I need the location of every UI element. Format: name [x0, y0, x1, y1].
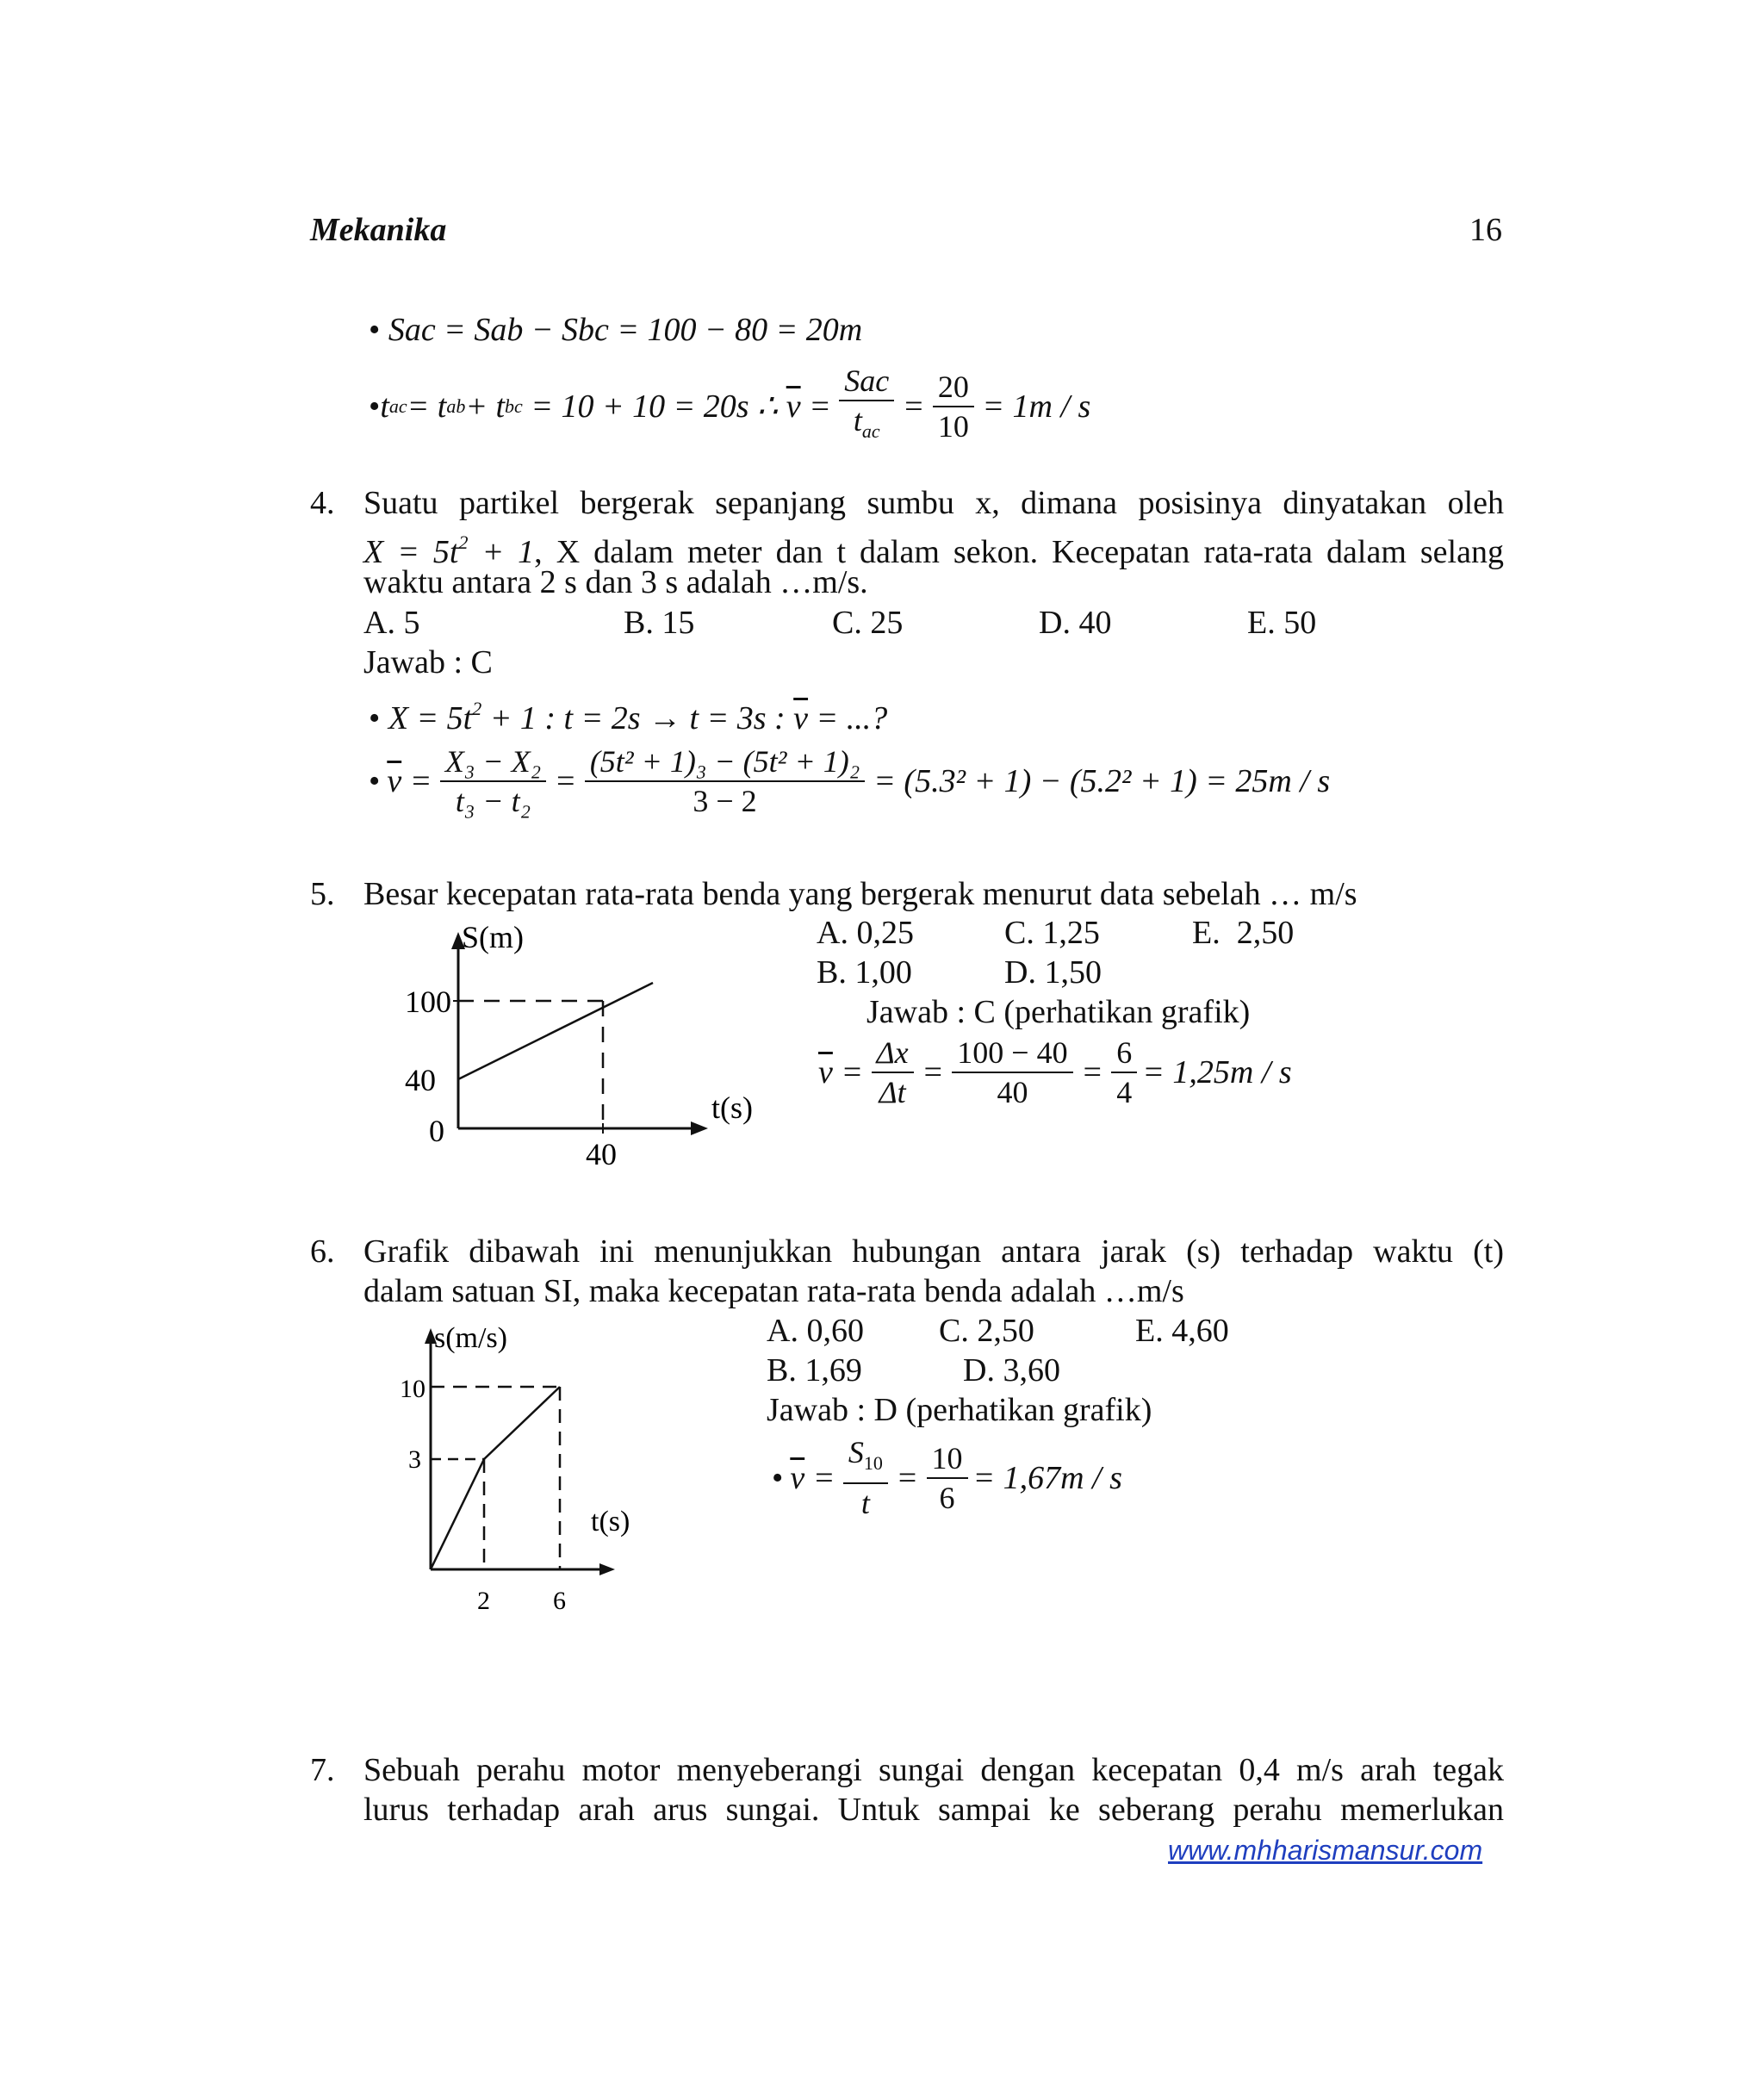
q5-data-line: [458, 983, 653, 1079]
sub-bc: bc: [505, 394, 523, 417]
footer-website-link[interactable]: www.mhharismansur.com: [1168, 1835, 1483, 1866]
num-sub: 10: [863, 1452, 883, 1474]
fraction-10-6: [927, 1439, 968, 1517]
plus-t: + t: [465, 388, 506, 425]
frac-den: 6: [939, 1480, 955, 1515]
step-part: = ...?: [808, 700, 888, 736]
fraction-6-4: [1111, 1034, 1137, 1111]
step-part: X = 5t: [388, 700, 473, 736]
v-bar-symbol: $\overline{v}$: [790, 1459, 805, 1496]
q7-line-2: lurus terhadap arah arus sungai. Untuk sampai ke seberang perahu memerlukan: [363, 1792, 1504, 1828]
equals: =: [913, 1054, 953, 1090]
bullet: •: [369, 763, 381, 799]
q5-option-a: A. 0,25: [817, 915, 914, 951]
equals: =: [800, 388, 840, 425]
q4-number: 4.: [310, 485, 335, 521]
q6-xtick-6: 6: [553, 1587, 566, 1615]
q6-line-1: Grafik dibawah ini menunjukkan hubungan antara jarak (s) terhadap waktu (t): [363, 1233, 1504, 1270]
equals-t: = t: [407, 388, 447, 425]
fraction-dx-dt: [872, 1034, 914, 1111]
fraction-x3-x2: [440, 742, 546, 820]
q5-chart: [388, 923, 767, 1182]
frac-num: 20: [933, 368, 974, 407]
q6-xtick-2: 2: [477, 1587, 490, 1615]
frac-num: X₃ − X₂: [440, 742, 546, 782]
q4-option-b: B. 15: [624, 605, 695, 641]
page-number: 16: [1469, 212, 1502, 248]
q7-line-1: Sebuah perahu motor menyeberangi sungai dengan kecepatan 0,4 m/s arah tegak: [363, 1752, 1504, 1788]
q4-option-a: A. 5: [363, 605, 420, 641]
frac-den: 3 − 2: [693, 784, 757, 818]
equals: =: [832, 1054, 872, 1090]
frac-num: 100 − 40: [952, 1034, 1072, 1073]
q5-xlabel: t(s): [711, 1090, 753, 1125]
sub-ab: ab: [446, 394, 466, 417]
frac-den: 10: [937, 408, 969, 444]
den-sub: ac: [861, 420, 880, 442]
sub-ac: ac: [388, 394, 407, 417]
equals: =: [546, 763, 585, 799]
q5-ytick-100: 100: [405, 985, 451, 1019]
frac-den: [839, 401, 894, 450]
q4-option-d: D. 40: [1039, 605, 1112, 641]
bullet: •: [369, 700, 381, 736]
q6-option-e: E. 4,60: [1135, 1313, 1229, 1349]
frac-num: (5t² + 1)₃ − (5t² + 1)₂: [585, 742, 865, 782]
frac-den: 40: [997, 1075, 1028, 1109]
q7-number: 7.: [310, 1752, 335, 1788]
fraction-expanded: [585, 742, 865, 820]
frac-den: t₃ − t₂: [455, 784, 531, 818]
exponent: 2: [472, 698, 482, 719]
q6-xlabel: t(s): [591, 1506, 630, 1538]
bullet: •: [772, 1459, 784, 1496]
q5-ytick-0: 0: [429, 1114, 444, 1148]
formula-part: X = 5t: [363, 534, 459, 570]
q6-line-2: dalam satuan SI, maka kecepatan rata-rata benda adalah …m/s: [363, 1273, 1184, 1309]
frac-num: 10: [927, 1439, 968, 1479]
q5-option-e: E. 2,50: [1192, 915, 1295, 951]
v-bar-symbol: $\overline{v}$: [387, 763, 402, 799]
q4-option-e: E. 50: [1247, 605, 1317, 641]
q5-formula: [818, 1034, 1292, 1111]
q6-option-b: B. 1,69: [767, 1352, 862, 1389]
bullet: •: [369, 388, 381, 425]
q6-chart: [388, 1320, 646, 1619]
equals: =: [887, 1459, 927, 1496]
prev-result: = 1m / s: [973, 388, 1091, 425]
q5-answer: Jawab : C (perhatikan grafik): [866, 994, 1251, 1030]
den-t: t: [853, 403, 862, 438]
v-bar-symbol: $\overline{v}$: [793, 700, 809, 736]
frac-num: Δx: [872, 1034, 914, 1073]
fraction-20-10: [933, 368, 974, 445]
q6-ytick-3: 3: [408, 1445, 421, 1474]
q5-option-c: C. 1,25: [1004, 915, 1100, 951]
fraction-sac-tac: [839, 362, 894, 450]
prev-equation-1: Sac = Sab − Sbc = 100 − 80 = 20m: [388, 312, 863, 348]
running-header-title: Mekanika: [310, 212, 447, 248]
t-ac-symbol: t: [380, 388, 389, 425]
q6-data-line: [431, 1387, 560, 1569]
equals: =: [894, 388, 933, 425]
formula-rest: + 1: [468, 534, 535, 570]
equals: =: [1072, 1054, 1112, 1090]
q6-result: = 1,67m / s: [972, 1459, 1122, 1496]
q4-option-c: C. 25: [832, 605, 904, 641]
q6-ytick-10: 10: [400, 1375, 425, 1403]
q5-option-b: B. 1,00: [817, 954, 912, 991]
frac-num: 6: [1111, 1034, 1137, 1073]
q4-step-2: [369, 742, 1330, 820]
equals: =: [401, 763, 440, 799]
q5-ylabel: S(m): [462, 923, 524, 954]
q5-result: = 1,25m / s: [1142, 1054, 1292, 1090]
q4-line-1: Suatu partikel bergerak sepanjang sumbu x, dimana posisinya dinyatakan oleh: [363, 485, 1504, 521]
q5-ytick-40: 40: [405, 1063, 436, 1097]
q4-answer: Jawab : C: [363, 644, 493, 680]
q6-ylabel: s(m/s): [434, 1322, 507, 1354]
q5-option-d: D. 1,50: [1004, 954, 1102, 991]
num-s: S: [848, 1435, 864, 1469]
q4-line-3: waktu antara 2 s dan 3 s adalah …m/s.: [363, 564, 868, 600]
v-bar-symbol: $\overline{v}$: [786, 388, 801, 425]
v-bar-symbol: $\overline{v}$: [818, 1054, 833, 1090]
q6-x-axis-arrow: [599, 1563, 615, 1575]
equals: =: [804, 1459, 843, 1496]
q5-x-axis-arrow: [691, 1121, 708, 1135]
step-part: + 1 : t = 2s → t = 3s :: [481, 700, 794, 736]
q6-option-c: C. 2,50: [939, 1313, 1034, 1349]
q6-number: 6.: [310, 1233, 335, 1270]
q4-result: = (5.3² + 1) − (5.2² + 1) = 25m / s: [873, 763, 1331, 799]
fraction-60-40: [952, 1034, 1072, 1111]
prev-sum: = 10 + 10 = 20s ∴: [522, 388, 786, 425]
frac-den: 4: [1116, 1075, 1133, 1109]
bullet: •: [369, 312, 381, 348]
q6-option-d: D. 3,60: [963, 1352, 1060, 1389]
fraction-s10-t: [843, 1433, 888, 1522]
frac-den: Δt: [879, 1075, 906, 1109]
q5-xtick-40: 40: [586, 1137, 617, 1171]
q4-line-2-text: , X dalam meter dan t dalam sekon. Kecepatan rata-rata dalam selang: [534, 534, 1504, 570]
q5-number: 5.: [310, 876, 335, 912]
q5-text: Besar kecepatan rata-rata benda yang bergerak menurut data sebelah … m/s: [363, 876, 1357, 912]
prev-line-1: [369, 310, 862, 350]
prev-line-2: [369, 362, 1090, 450]
frac-num: [843, 1433, 888, 1484]
frac-num: Sac: [839, 362, 894, 401]
q6-formula: [772, 1433, 1122, 1522]
q4-step-1: [369, 689, 887, 738]
q6-answer: Jawab : D (perhatikan grafik): [767, 1392, 1152, 1428]
frac-den: t: [860, 1486, 870, 1520]
q6-option-a: A. 0,60: [767, 1313, 864, 1349]
exponent: 2: [458, 531, 469, 553]
